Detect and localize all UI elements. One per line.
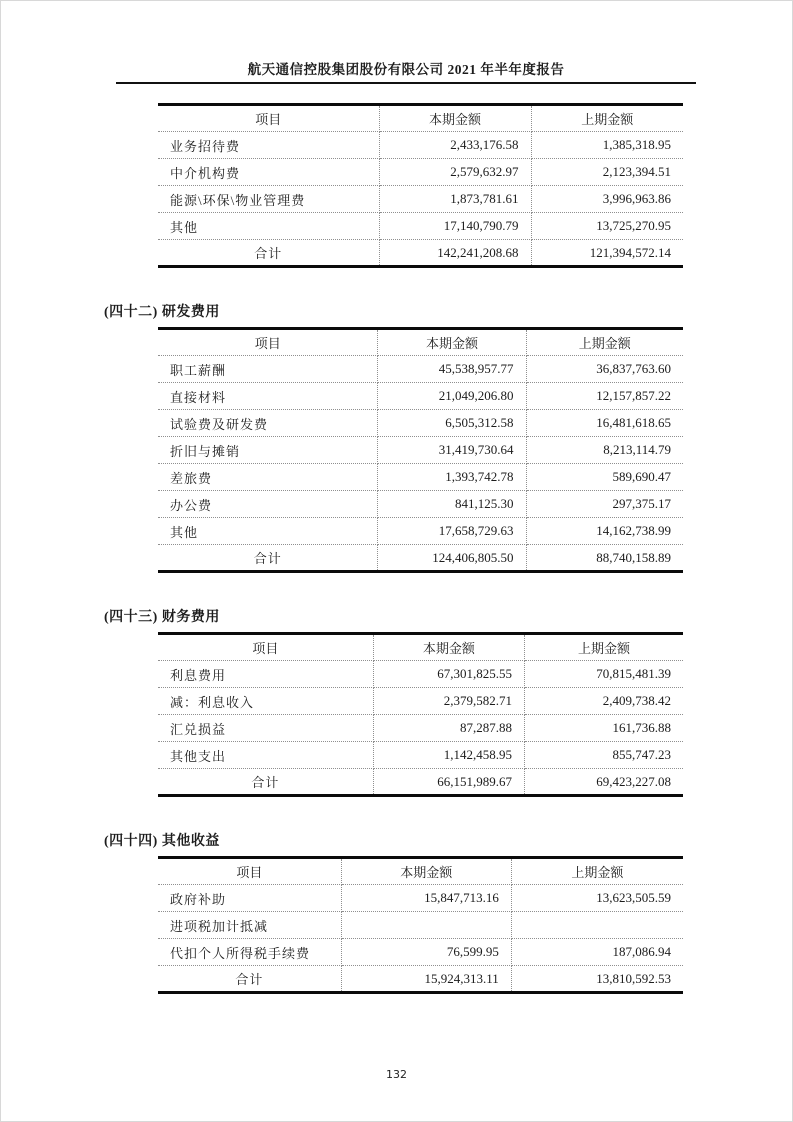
current-amount-cell: 1,142,458.95 [373, 742, 524, 769]
item-cell: 试验费及研发费 [158, 410, 378, 437]
table-row [158, 383, 683, 410]
item-cell: 职工薪酬 [158, 356, 378, 383]
total-row [158, 966, 683, 993]
prior-amount-cell: 13,810,592.53 [596, 970, 671, 986]
current-amount-cell: 67,301,825.55 [373, 661, 524, 688]
prior-amount-cell: 70,815,481.39 [524, 661, 683, 688]
item-cell: 业务招待费 [158, 132, 379, 159]
item-cell: 进项税加计抵减 [158, 912, 341, 939]
prior-amount-cell: 2,409,738.42 [524, 688, 683, 715]
total-row [158, 545, 683, 572]
table-row [158, 356, 683, 383]
section-title: (四十三) 财务费用 [104, 610, 220, 625]
table-row [158, 437, 683, 464]
item-cell: 代扣个人所得税手续费 [158, 939, 341, 966]
column-header: 上期金额 [531, 105, 683, 132]
prior-amount-cell: 88,740,158.89 [596, 549, 671, 565]
item-cell: 其他 [158, 518, 378, 545]
report-title: 航天通信控股集团股份有限公司 2021 年半年度报告 [247, 62, 565, 77]
prior-amount-cell: 69,423,227.08 [596, 773, 671, 789]
prior-amount-cell: 121,394,572.14 [589, 244, 671, 260]
current-amount-cell: 31,419,730.64 [378, 437, 526, 464]
table-row [158, 464, 683, 491]
table-row [158, 688, 683, 715]
column-header: 上期金额 [526, 329, 683, 356]
table-row [158, 742, 683, 769]
table-row [158, 491, 683, 518]
current-amount-cell: 87,287.88 [373, 715, 524, 742]
column-header: 上期金额 [511, 858, 683, 885]
section-title: (四十二) 研发费用 [104, 305, 220, 320]
financial-expenses-table [158, 632, 683, 797]
table-row [158, 186, 683, 213]
expense-continuation-table-wrap [1, 103, 792, 268]
item-cell: 合计 [158, 545, 378, 572]
table-row [158, 132, 683, 159]
current-amount-cell: 2,379,582.71 [373, 688, 524, 715]
item-cell: 合计 [158, 966, 341, 993]
prior-amount-cell: 1,385,318.95 [531, 132, 683, 159]
total-row [158, 769, 683, 796]
page-header [116, 1, 696, 84]
table-row [158, 939, 683, 966]
total-row [158, 240, 683, 267]
item-cell: 直接材料 [158, 383, 378, 410]
table-row [158, 885, 683, 912]
current-amount-cell: 2,433,176.58 [379, 132, 531, 159]
section-other-income [1, 830, 792, 994]
page-number: 132 [386, 1068, 407, 1081]
current-amount-cell: 1,873,781.61 [379, 186, 531, 213]
item-cell: 政府补助 [158, 885, 341, 912]
column-header: 本期金额 [379, 105, 531, 132]
column-header: 上期金额 [524, 634, 683, 661]
item-cell: 办公费 [158, 491, 378, 518]
prior-amount-cell: 2,123,394.51 [531, 159, 683, 186]
item-cell: 其他支出 [158, 742, 373, 769]
prior-amount-cell: 13,623,505.59 [511, 885, 683, 912]
table-row [158, 159, 683, 186]
table-row [158, 410, 683, 437]
item-cell: 差旅费 [158, 464, 378, 491]
table-row [158, 912, 683, 939]
header-row [158, 634, 683, 661]
current-amount-cell: 66,151,989.67 [373, 769, 524, 796]
column-header: 项目 [158, 329, 378, 356]
table-row [158, 661, 683, 688]
current-amount-cell: 21,049,206.80 [378, 383, 526, 410]
table-row [158, 213, 683, 240]
item-cell: 中介机构费 [158, 159, 379, 186]
current-amount-cell: 1,393,742.78 [378, 464, 526, 491]
current-amount-cell: 2,579,632.97 [379, 159, 531, 186]
column-header: 项目 [158, 634, 373, 661]
current-amount-cell: 15,847,713.16 [341, 885, 511, 912]
current-amount-cell: 124,406,805.50 [378, 545, 526, 572]
rd-expenses-table [158, 327, 683, 573]
column-header: 本期金额 [378, 329, 526, 356]
item-cell: 合计 [158, 240, 379, 267]
current-amount-cell [341, 912, 511, 939]
header-row [158, 858, 683, 885]
prior-amount-cell: 3,996,963.86 [531, 186, 683, 213]
current-amount-cell: 17,140,790.79 [379, 213, 531, 240]
prior-amount-cell: 8,213,114.79 [526, 437, 683, 464]
prior-amount-cell: 187,086.94 [511, 939, 683, 966]
current-amount-cell: 76,599.95 [341, 939, 511, 966]
prior-amount-cell: 161,736.88 [524, 715, 683, 742]
item-cell: 能源\环保\物业管理费 [158, 186, 379, 213]
current-amount-cell: 841,125.30 [378, 491, 526, 518]
item-cell: 减：利息收入 [158, 688, 373, 715]
current-amount-cell: 17,658,729.63 [378, 518, 526, 545]
table-row [158, 715, 683, 742]
column-header: 本期金额 [373, 634, 524, 661]
item-cell: 利息费用 [158, 661, 373, 688]
page-footer [1, 1068, 792, 1081]
item-cell: 折旧与摊销 [158, 437, 378, 464]
prior-amount-cell: 36,837,763.60 [526, 356, 683, 383]
header-row [158, 105, 683, 132]
current-amount-cell: 142,241,208.68 [379, 240, 531, 267]
prior-amount-cell: 12,157,857.22 [526, 383, 683, 410]
current-amount-cell: 15,924,313.11 [341, 966, 511, 993]
prior-amount-cell: 297,375.17 [526, 491, 683, 518]
section-rd-expenses [1, 301, 792, 573]
header-row [158, 329, 683, 356]
current-amount-cell: 6,505,312.58 [378, 410, 526, 437]
column-header: 本期金额 [341, 858, 511, 885]
item-cell: 合计 [158, 769, 373, 796]
expense-continuation-table [158, 103, 683, 268]
item-cell: 其他 [158, 213, 379, 240]
section-financial-expenses [1, 606, 792, 797]
other-income-table [158, 856, 683, 994]
column-header: 项目 [158, 105, 379, 132]
prior-amount-cell [511, 912, 683, 939]
column-header: 项目 [158, 858, 341, 885]
prior-amount-cell: 16,481,618.65 [526, 410, 683, 437]
section-title: (四十四) 其他收益 [104, 834, 220, 849]
prior-amount-cell: 855,747.23 [524, 742, 683, 769]
table-row [158, 518, 683, 545]
prior-amount-cell: 13,725,270.95 [531, 213, 683, 240]
prior-amount-cell: 589,690.47 [526, 464, 683, 491]
prior-amount-cell: 14,162,738.99 [526, 518, 683, 545]
item-cell: 汇兑损益 [158, 715, 373, 742]
current-amount-cell: 45,538,957.77 [378, 356, 526, 383]
